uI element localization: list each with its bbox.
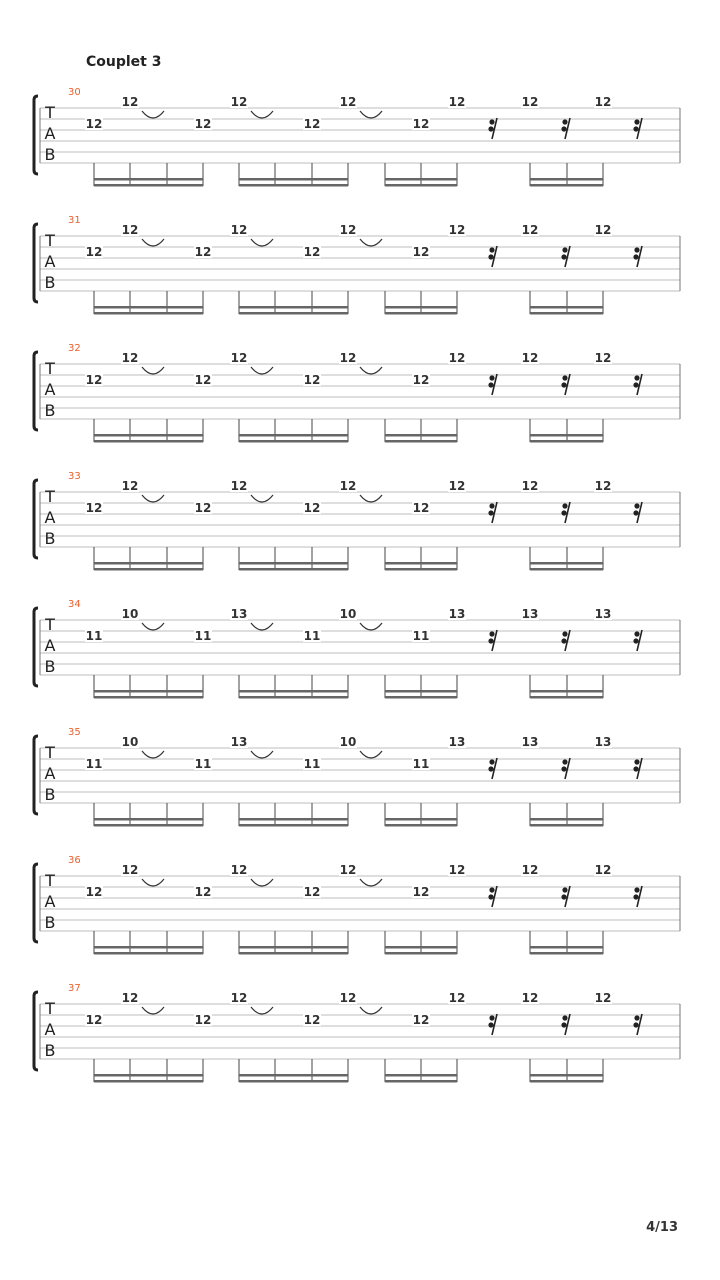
beam-primary — [385, 178, 457, 181]
beam-secondary — [94, 184, 203, 187]
tab-system — [34, 599, 680, 699]
fret-number: 12 — [448, 991, 466, 1005]
fret-number: 12 — [448, 863, 466, 877]
slur — [251, 367, 273, 374]
rest-flag — [488, 382, 493, 387]
rest-flag — [488, 510, 493, 515]
beam-secondary — [94, 696, 203, 699]
fret-number: 10 — [121, 607, 139, 621]
tab-clef-letter: A — [44, 380, 56, 399]
measure-number: 30 — [68, 87, 81, 98]
beam-secondary — [239, 1080, 348, 1083]
beam-primary — [94, 690, 203, 693]
fret-number: 12 — [85, 245, 103, 259]
measure-number: 32 — [68, 343, 81, 354]
fret-number: 12 — [412, 1013, 430, 1027]
tab-system — [34, 471, 680, 571]
beam-primary — [239, 434, 348, 437]
fret-number: 12 — [194, 117, 212, 131]
beam-primary — [239, 306, 348, 309]
rest-flag — [488, 254, 493, 259]
beam-secondary — [239, 568, 348, 571]
fret-number: 12 — [230, 223, 248, 237]
beam-secondary — [385, 184, 457, 187]
slur — [360, 367, 382, 374]
beam-primary — [239, 818, 348, 821]
fret-number: 12 — [594, 95, 612, 109]
fret-number: 13 — [594, 735, 612, 749]
slur — [360, 623, 382, 630]
fret-number: 11 — [85, 757, 103, 771]
beam-secondary — [94, 952, 203, 955]
beam-primary — [530, 1074, 603, 1077]
measure-number: 35 — [68, 727, 81, 738]
beam-secondary — [239, 184, 348, 187]
rest-flag — [634, 247, 639, 252]
fret-number: 12 — [303, 373, 321, 387]
beam-primary — [385, 690, 457, 693]
system-bracket — [34, 736, 38, 814]
beam-primary — [94, 818, 203, 821]
rest-flag — [562, 1015, 567, 1020]
tab-clef-letter: T — [45, 487, 55, 506]
fret-number: 12 — [339, 95, 357, 109]
fret-number: 13 — [230, 607, 248, 621]
beam-secondary — [239, 952, 348, 955]
fret-number: 12 — [303, 245, 321, 259]
fret-number: 12 — [230, 95, 248, 109]
tab-clef-letter: T — [45, 231, 55, 250]
fret-number: 13 — [521, 607, 539, 621]
fret-number: 12 — [594, 863, 612, 877]
beam-secondary — [239, 824, 348, 827]
beam-secondary — [530, 696, 603, 699]
fret-number: 12 — [412, 885, 430, 899]
tab-system — [34, 215, 680, 315]
fret-number: 12 — [521, 223, 539, 237]
fret-number: 12 — [303, 501, 321, 515]
fret-number: 12 — [339, 479, 357, 493]
beam-primary — [530, 178, 603, 181]
rest-flag — [489, 1015, 494, 1020]
rest-flag — [489, 503, 494, 508]
rest-flag — [562, 247, 567, 252]
rest-flag — [489, 631, 494, 636]
fret-number: 12 — [412, 117, 430, 131]
fret-number: 12 — [521, 991, 539, 1005]
fret-number: 12 — [521, 479, 539, 493]
beam-primary — [239, 690, 348, 693]
system-bracket — [34, 352, 38, 430]
rest-flag — [562, 503, 567, 508]
fret-number: 12 — [194, 1013, 212, 1027]
fret-number: 12 — [412, 373, 430, 387]
beam-secondary — [239, 696, 348, 699]
tab-clef-letter: T — [45, 999, 55, 1018]
fret-number: 13 — [230, 735, 248, 749]
rest-flag — [561, 254, 566, 259]
tab-clef-letter: T — [45, 871, 55, 890]
tab-clef-letter: A — [44, 124, 56, 143]
fret-number: 12 — [194, 373, 212, 387]
beam-secondary — [239, 312, 348, 315]
rest-flag — [634, 631, 639, 636]
rest-flag — [561, 510, 566, 515]
tab-system — [34, 983, 680, 1083]
fret-number: 11 — [303, 629, 321, 643]
section-title: Couplet 3 — [86, 54, 162, 70]
tab-clef-letter: T — [45, 103, 55, 122]
beam-secondary — [385, 568, 457, 571]
beam-secondary — [385, 824, 457, 827]
rest-flag — [561, 638, 566, 643]
beam-primary — [94, 434, 203, 437]
slur — [360, 879, 382, 886]
fret-number: 12 — [448, 223, 466, 237]
fret-number: 12 — [121, 863, 139, 877]
beam-secondary — [530, 1080, 603, 1083]
rest-flag — [562, 119, 567, 124]
beam-primary — [385, 306, 457, 309]
fret-number: 12 — [594, 223, 612, 237]
measure-number: 34 — [68, 599, 81, 610]
slur — [251, 495, 273, 502]
rest-flag — [633, 766, 638, 771]
rest-flag — [633, 382, 638, 387]
rest-flag — [633, 254, 638, 259]
fret-number: 12 — [121, 95, 139, 109]
slur — [142, 623, 164, 630]
fret-number: 12 — [194, 245, 212, 259]
fret-number: 12 — [594, 351, 612, 365]
beam-primary — [94, 306, 203, 309]
fret-number: 12 — [339, 223, 357, 237]
rest-flag — [634, 887, 639, 892]
beam-secondary — [239, 440, 348, 443]
tab-clef-letter: A — [44, 508, 56, 527]
beam-secondary — [530, 440, 603, 443]
system-bracket — [34, 224, 38, 302]
rest-flag — [488, 126, 493, 131]
measure-number: 33 — [68, 471, 81, 482]
fret-number: 11 — [194, 757, 212, 771]
slur — [360, 111, 382, 118]
fret-number: 11 — [194, 629, 212, 643]
fret-number: 12 — [85, 885, 103, 899]
slur — [360, 239, 382, 246]
beam-primary — [530, 690, 603, 693]
beam-secondary — [385, 440, 457, 443]
fret-number: 12 — [230, 351, 248, 365]
fret-number: 12 — [303, 885, 321, 899]
fret-number: 12 — [303, 1013, 321, 1027]
fret-number: 10 — [121, 735, 139, 749]
system-bracket — [34, 96, 38, 174]
rest-flag — [489, 247, 494, 252]
fret-number: 12 — [85, 117, 103, 131]
tab-clef-letter: T — [45, 615, 55, 634]
beam-secondary — [385, 312, 457, 315]
tab-clef-letter: B — [44, 401, 56, 420]
beam-primary — [239, 1074, 348, 1077]
rest-flag — [488, 638, 493, 643]
slur — [251, 1007, 273, 1014]
fret-number: 12 — [194, 885, 212, 899]
beam-primary — [530, 562, 603, 565]
system-bracket — [34, 992, 38, 1070]
fret-number: 12 — [521, 95, 539, 109]
rest-flag — [489, 887, 494, 892]
fret-number: 12 — [448, 479, 466, 493]
rest-flag — [633, 126, 638, 131]
fret-number: 12 — [521, 351, 539, 365]
slur — [360, 751, 382, 758]
fret-number: 12 — [121, 223, 139, 237]
fret-number: 12 — [121, 351, 139, 365]
tab-system — [34, 87, 680, 187]
fret-number: 11 — [412, 629, 430, 643]
tab-clef-letter: B — [44, 145, 56, 164]
rest-flag — [488, 766, 493, 771]
tab-clef-letter: B — [44, 657, 56, 676]
beam-primary — [530, 818, 603, 821]
beam-secondary — [94, 1080, 203, 1083]
beam-secondary — [530, 312, 603, 315]
beam-primary — [94, 562, 203, 565]
fret-number: 12 — [85, 501, 103, 515]
rest-flag — [561, 382, 566, 387]
slur — [360, 1007, 382, 1014]
beam-primary — [94, 1074, 203, 1077]
rest-flag — [634, 1015, 639, 1020]
fret-number: 12 — [412, 501, 430, 515]
slur — [251, 623, 273, 630]
tab-clef-letter: B — [44, 913, 56, 932]
rest-flag — [489, 375, 494, 380]
rest-flag — [634, 759, 639, 764]
tab-clef-letter: A — [44, 892, 56, 911]
fret-number: 12 — [339, 991, 357, 1005]
rest-flag — [488, 1022, 493, 1027]
measure-number: 37 — [68, 983, 81, 994]
beam-secondary — [385, 952, 457, 955]
fret-number: 12 — [85, 373, 103, 387]
tab-system — [34, 727, 680, 827]
rest-flag — [561, 766, 566, 771]
rest-flag — [634, 503, 639, 508]
fret-number: 12 — [521, 863, 539, 877]
tab-clef-letter: T — [45, 743, 55, 762]
beam-primary — [385, 434, 457, 437]
beam-secondary — [385, 1080, 457, 1083]
tab-clef-letter: A — [44, 764, 56, 783]
rest-flag — [633, 894, 638, 899]
rest-flag — [633, 638, 638, 643]
measure-number: 31 — [68, 215, 81, 226]
beam-primary — [94, 178, 203, 181]
fret-number: 10 — [339, 607, 357, 621]
beam-secondary — [530, 824, 603, 827]
slur — [142, 239, 164, 246]
fret-number: 12 — [230, 863, 248, 877]
rest-flag — [561, 894, 566, 899]
tab-system — [34, 343, 680, 443]
fret-number: 10 — [339, 735, 357, 749]
rest-flag — [634, 375, 639, 380]
fret-number: 12 — [121, 479, 139, 493]
beam-primary — [385, 946, 457, 949]
slur — [251, 751, 273, 758]
system-bracket — [34, 864, 38, 942]
slur — [142, 751, 164, 758]
tab-clef-letter: B — [44, 529, 56, 548]
slur — [251, 111, 273, 118]
rest-flag — [634, 119, 639, 124]
tab-clef-letter: A — [44, 252, 56, 271]
system-bracket — [34, 608, 38, 686]
slur — [142, 111, 164, 118]
rest-flag — [561, 126, 566, 131]
fret-number: 13 — [448, 735, 466, 749]
slur — [142, 879, 164, 886]
fret-number: 12 — [448, 351, 466, 365]
tab-clef-letter: A — [44, 1020, 56, 1039]
tab-clef-letter: A — [44, 636, 56, 655]
beam-primary — [385, 818, 457, 821]
measure-number: 36 — [68, 855, 81, 866]
fret-number: 12 — [448, 95, 466, 109]
fret-number: 11 — [303, 757, 321, 771]
slur — [142, 367, 164, 374]
tab-system — [34, 855, 680, 955]
slur — [251, 879, 273, 886]
beam-secondary — [94, 440, 203, 443]
rest-flag — [489, 759, 494, 764]
slur — [251, 239, 273, 246]
fret-number: 13 — [594, 607, 612, 621]
fret-number: 12 — [230, 991, 248, 1005]
tab-clef-letter: T — [45, 359, 55, 378]
beam-primary — [239, 178, 348, 181]
beam-primary — [239, 946, 348, 949]
fret-number: 12 — [121, 991, 139, 1005]
fret-number: 11 — [85, 629, 103, 643]
rest-flag — [562, 759, 567, 764]
fret-number: 13 — [521, 735, 539, 749]
fret-number: 12 — [303, 117, 321, 131]
fret-number: 12 — [339, 351, 357, 365]
beam-primary — [385, 562, 457, 565]
beam-primary — [530, 434, 603, 437]
beam-secondary — [94, 568, 203, 571]
fret-number: 13 — [448, 607, 466, 621]
tab-clef-letter: B — [44, 1041, 56, 1060]
fret-number: 12 — [85, 1013, 103, 1027]
fret-number: 12 — [230, 479, 248, 493]
page-number: 4/13 — [646, 1220, 678, 1235]
beam-secondary — [530, 184, 603, 187]
beam-secondary — [94, 824, 203, 827]
fret-number: 12 — [594, 991, 612, 1005]
beam-secondary — [530, 952, 603, 955]
beam-primary — [239, 562, 348, 565]
beam-primary — [530, 946, 603, 949]
fret-number: 12 — [339, 863, 357, 877]
beam-primary — [385, 1074, 457, 1077]
slur — [142, 495, 164, 502]
fret-number: 11 — [412, 757, 430, 771]
rest-flag — [561, 1022, 566, 1027]
rest-flag — [562, 631, 567, 636]
rest-flag — [633, 1022, 638, 1027]
fret-number: 12 — [412, 245, 430, 259]
system-bracket — [34, 480, 38, 558]
rest-flag — [562, 887, 567, 892]
rest-flag — [489, 119, 494, 124]
slur — [142, 1007, 164, 1014]
rest-flag — [488, 894, 493, 899]
tab-clef-letter: B — [44, 785, 56, 804]
tab-clef-letter: B — [44, 273, 56, 292]
fret-number: 12 — [194, 501, 212, 515]
beam-secondary — [385, 696, 457, 699]
beam-secondary — [530, 568, 603, 571]
beam-primary — [530, 306, 603, 309]
slur — [360, 495, 382, 502]
fret-number: 12 — [594, 479, 612, 493]
rest-flag — [562, 375, 567, 380]
beam-secondary — [94, 312, 203, 315]
rest-flag — [633, 510, 638, 515]
beam-primary — [94, 946, 203, 949]
